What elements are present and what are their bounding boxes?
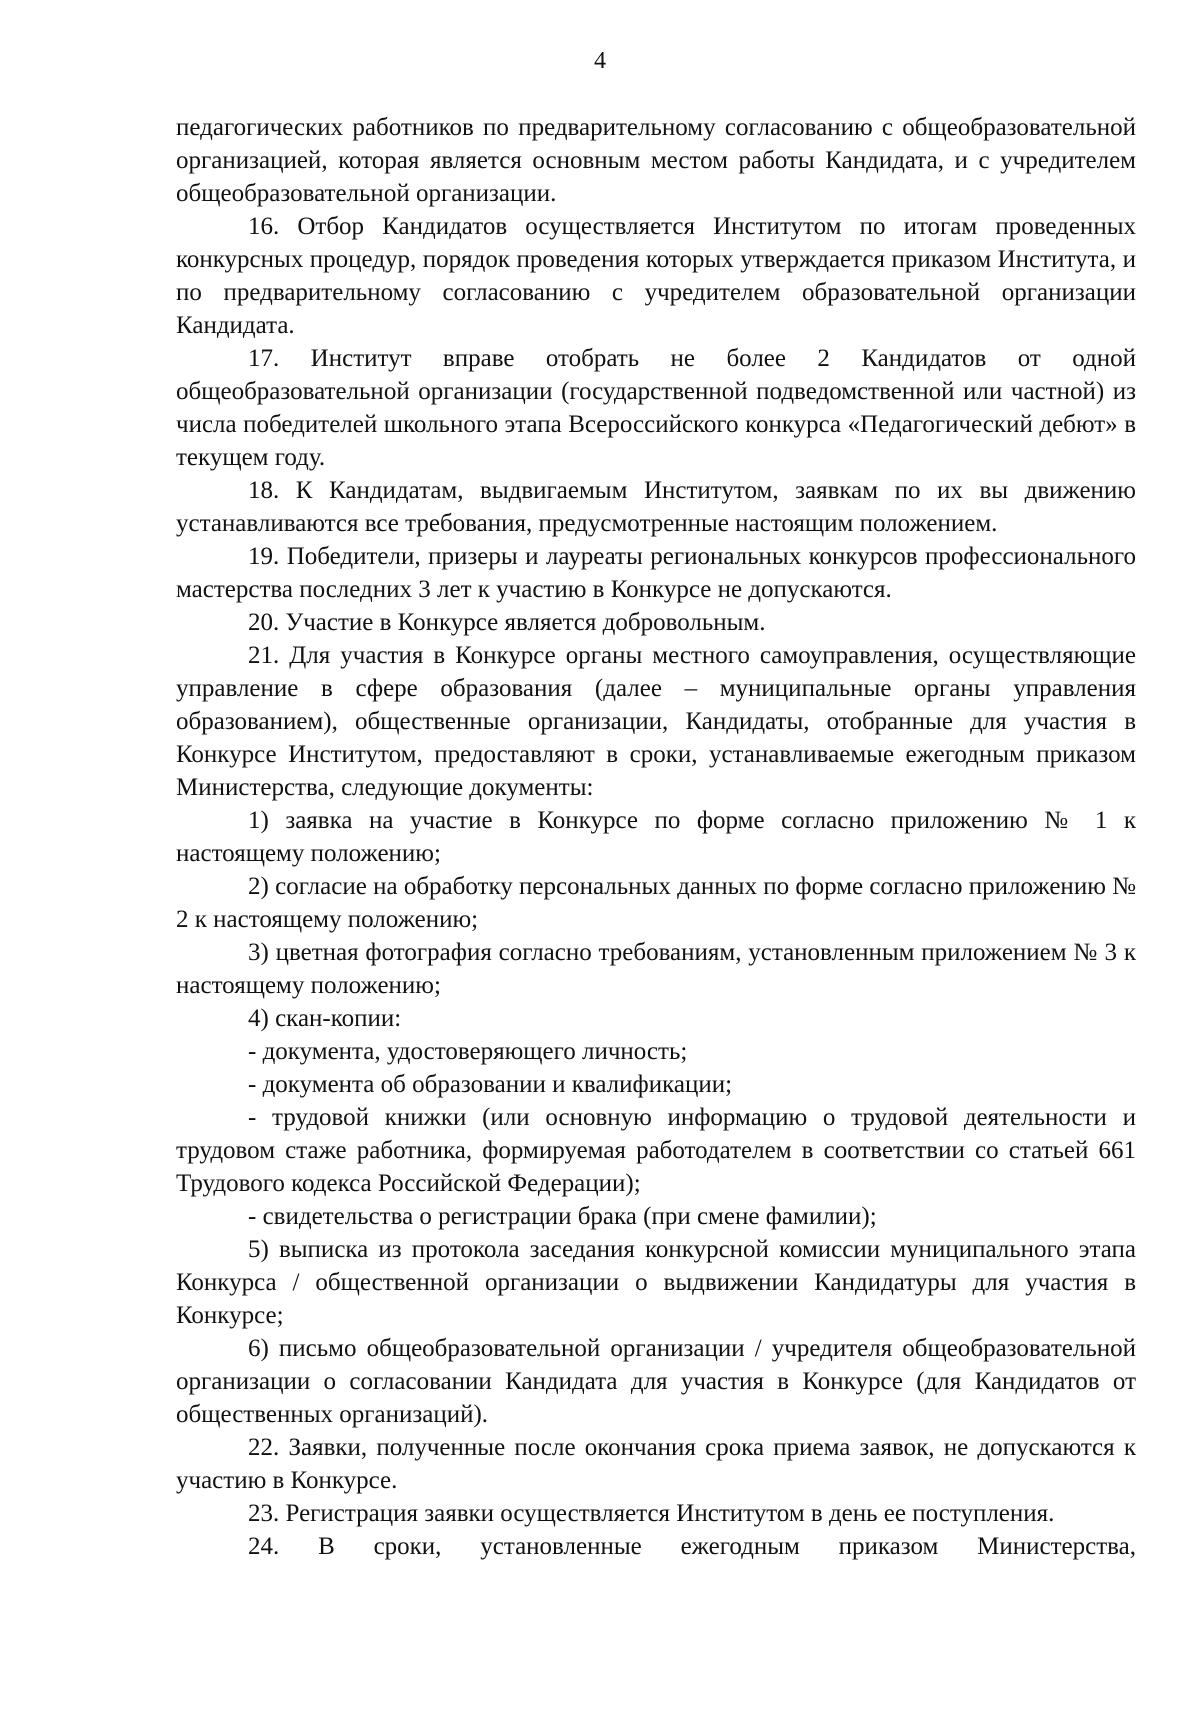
list-item-4: 4) скан-копии: [248,1005,402,1032]
paragraph-21: 21. Для участия в Конкурсе органы местного самоуправления, осуществляющие управление в сфере образования (далее – муниципальные органы управления образованием), общественные организации, Кандидаты, отобранные для участия в Конкурсе Институтом, предоставляют в сроки, устанавливаемые ежегодным приказом Министерства, следующие документы: [176,642,1136,801]
paragraph-23: 23. Регистрация заявки осуществляется Институтом в день ее поступления. [248,1500,1055,1527]
paragraph-16: 16. Отбор Кандидатов осуществляется Институтом по итогам проведенных конкурсных процедур, порядок проведения которых утверждается приказом Института, и по предварительному согласованию с учредителем образовательной организации Кандидата. [176,213,1136,339]
list-item-1: 1) заявка на участие в Конкурсе по форме согласно приложению № 1 к настоящему положению; [176,807,1136,867]
paragraph-continuation: педагогических работников по предварительному согласованию с общеобразовательной организацией, которая является основным местом работы Кандидата, и с учредителем общеобразовательной организации. [176,114,1136,207]
list-item-3: 3) цветная фотография согласно требованиям, установленным приложением № 3 к настоящему положению; [176,939,1136,999]
sub-item-marriage-certificate: - свидетельства о регистрации брака (при смене фамилии); [248,1203,877,1230]
paragraph-24: 24. В сроки, установленные ежегодным приказом Министерства, [248,1533,1136,1560]
paragraph-20: 20. Участие в Конкурсе является добровольным. [248,609,766,636]
sub-item-identity-document: - документа, удостоверяющего личность; [248,1038,688,1065]
page-number: 4 [594,48,606,74]
list-item-5: 5) выписка из протокола заседания конкурсной комиссии муниципального этапа Конкурса / общественной организации о выдвижении Кандидатуры для участия в Конкурсе; [176,1236,1136,1329]
paragraph-19: 19. Победители, призеры и лауреаты региональных конкурсов профессионального мастерства последних 3 лет к участию в Конкурсе не допускаются. [176,543,1136,603]
sub-item-employment-record: - трудовой книжки (или основную информацию о трудовой деятельности и трудовом стаже работника, формируемая работодателем в соответствии со статьей 661 Трудового кодекса Российской Федерации); [176,1104,1136,1197]
list-item-6: 6) письмо общеобразовательной организации / учредителя общеобразовательной организации о согласовании Кандидата для участия в Конкурсе (для Кандидатов от общественных организаций). [176,1335,1136,1428]
paragraph-17: 17. Институт вправе отобрать не более 2 Кандидатов от одной общеобразовательной организации (государственной подведомственной или частной) из числа победителей школьного этапа Всероссийского конкурса «Педагогический дебют» в текущем году. [176,345,1136,471]
document-body [176,111,1136,1563]
sub-item-education-document: - документа об образовании и квалификации; [248,1071,733,1098]
paragraph-18: 18. К Кандидатам, выдвигаемым Институтом, заявкам по их вы движению устанавливаются все требования, предусмотренные настоящим положением. [176,477,1136,537]
list-item-2: 2) согласие на обработку персональных данных по форме согласно приложению № 2 к настоящему положению; [176,873,1136,933]
paragraph-22: 22. Заявки, полученные после окончания срока приема заявок, не допускаются к участию в Конкурсе. [176,1434,1136,1494]
